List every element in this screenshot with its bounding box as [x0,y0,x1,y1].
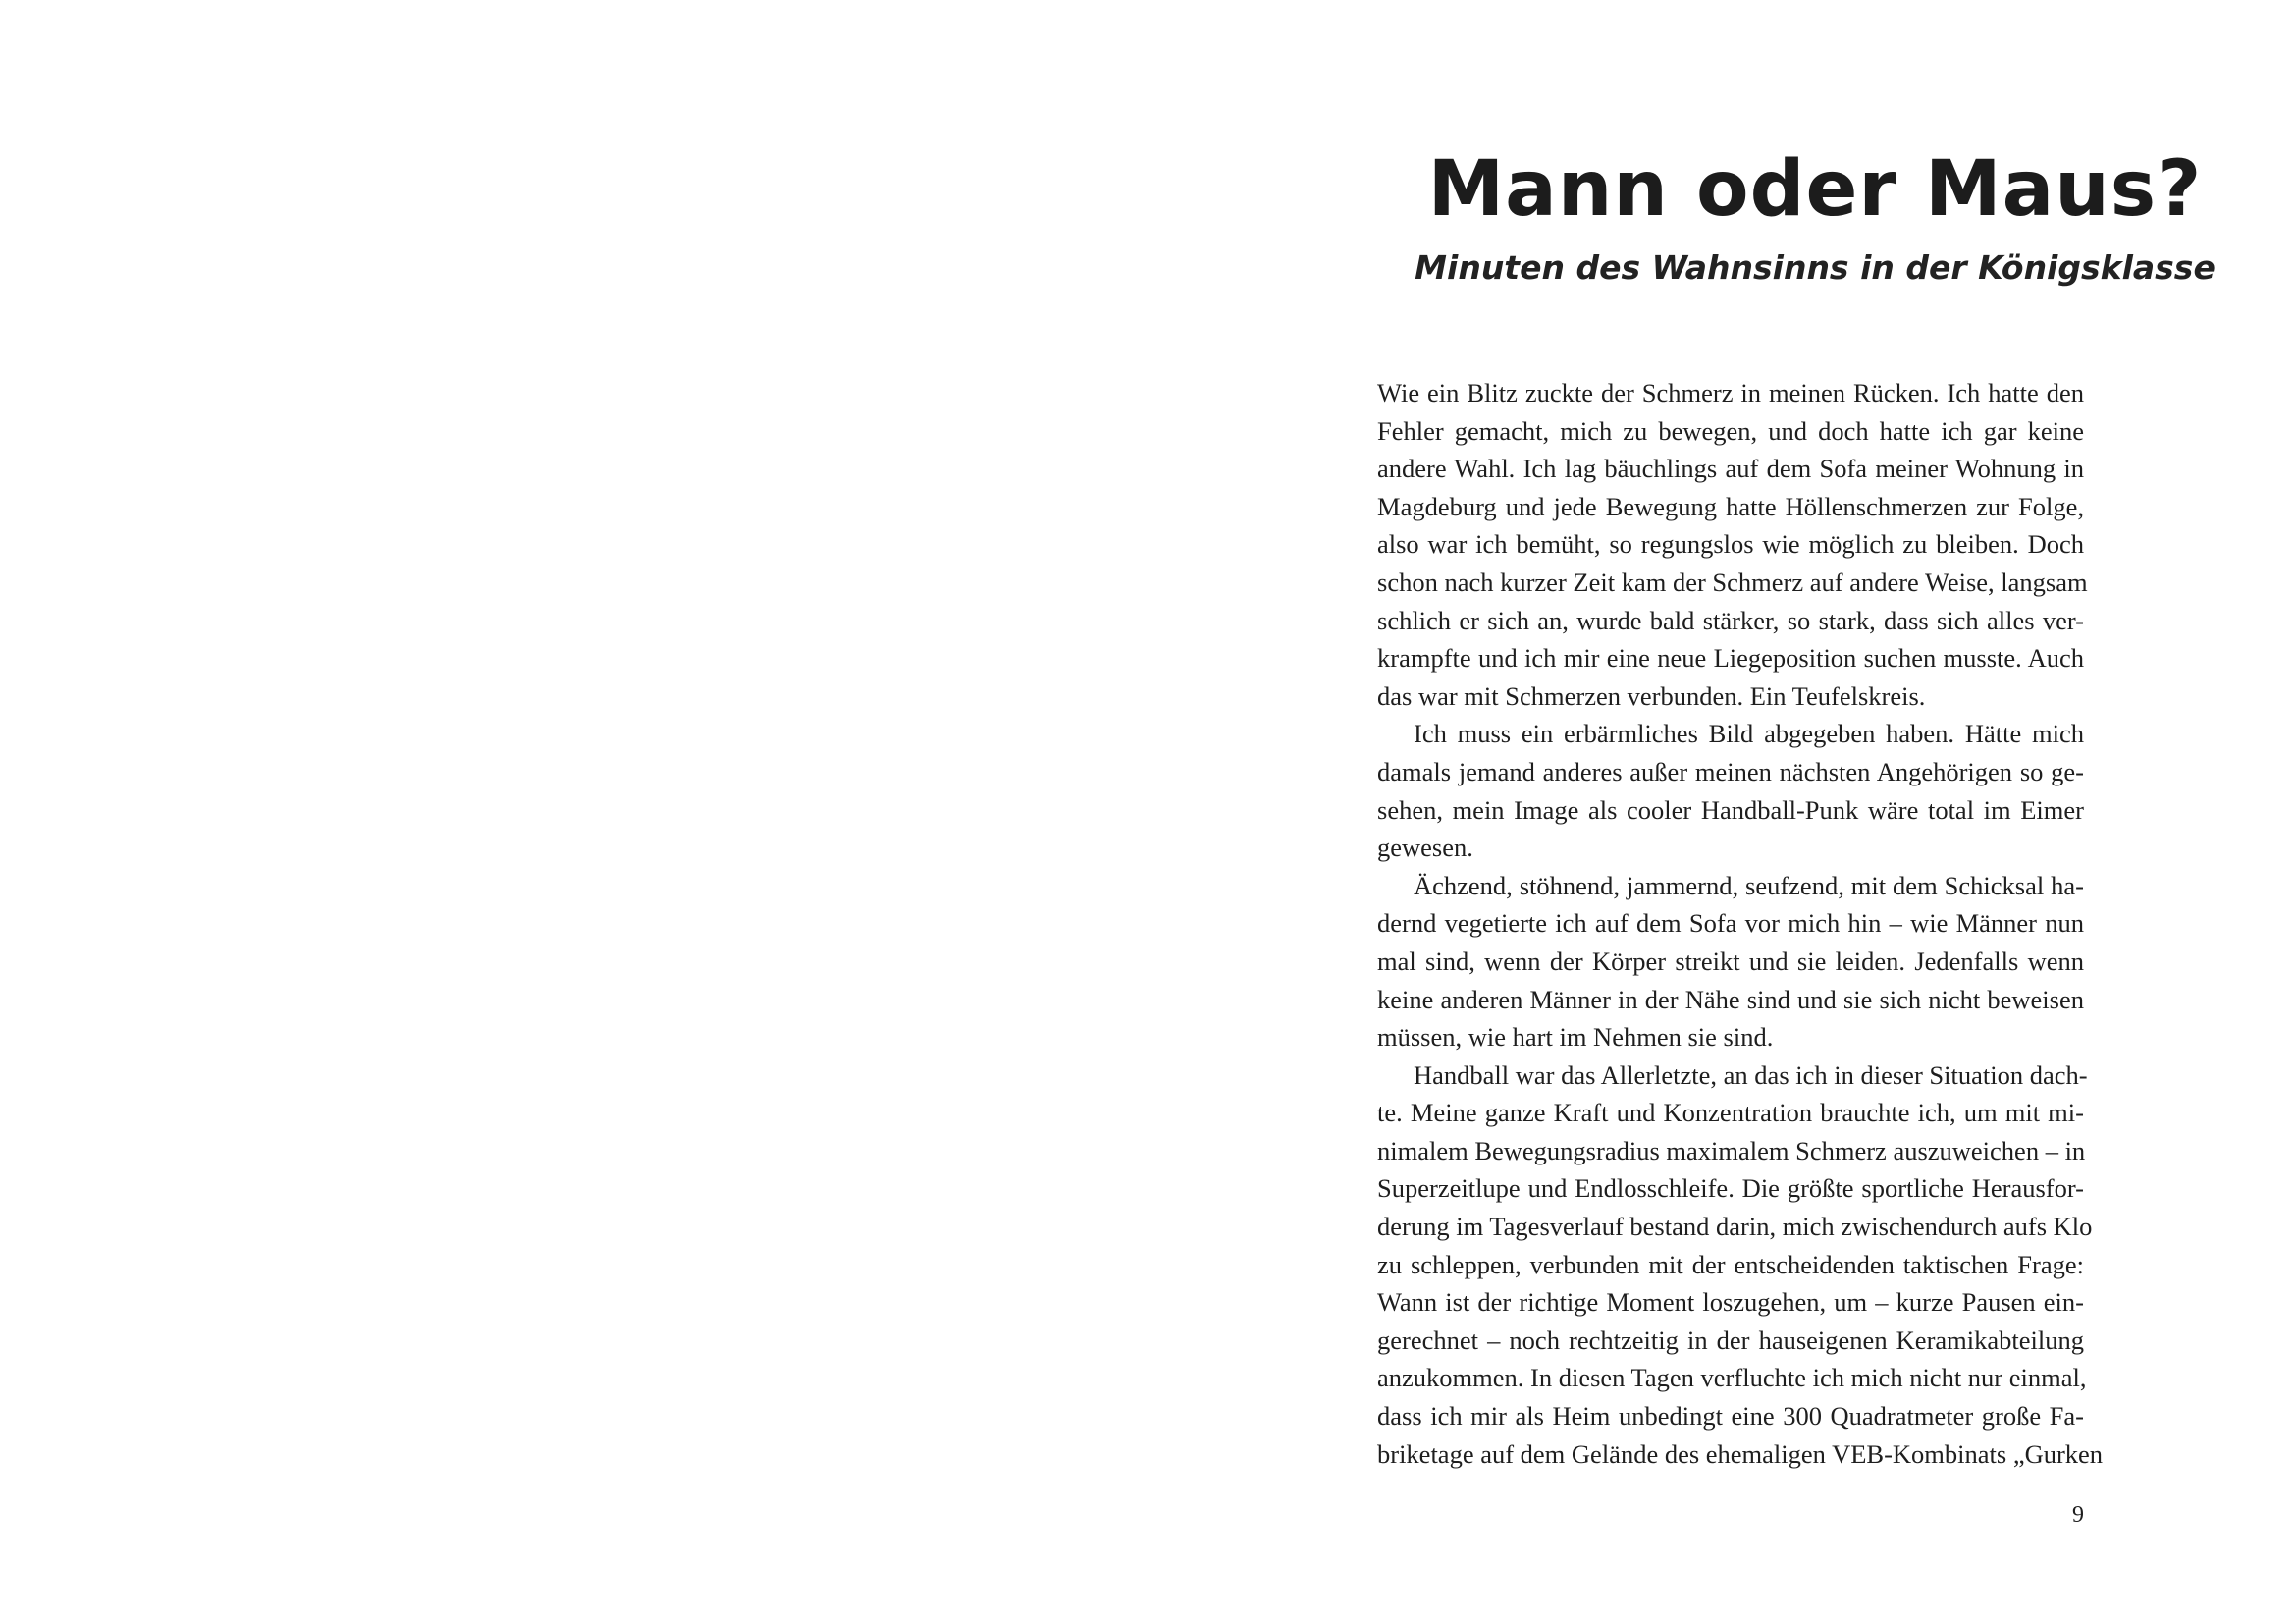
text-line: dernd vegetierte ich auf dem Sofa vor mich hin – wie Männer nun [1377,908,2084,939]
body-text [1377,374,2104,1473]
text-line: gewesen. [1377,833,1473,863]
text-line: briketage auf dem Gelände des ehemaligen VEB-Kombinats „Gurken [1377,1438,2104,1469]
text-line: zu schleppen, verbunden mit der entscheidenden taktischen Frage: [1377,1249,2084,1279]
text-line: Superzeitlupe und Endlosschleife. Die größte sportliche Herausfor- [1377,1173,2084,1204]
text-line: müssen, wie hart im Nehmen sie sind. [1377,1022,1774,1053]
page-number: 9 [2072,1502,2084,1528]
text-line: Wann ist der richtige Moment loszugehen, um – kurze Pausen ein- [1377,1287,2084,1318]
text-line: damals jemand anderes außer meinen nächsten Angehörigen so ge- [1377,756,2084,786]
chapter-subtitle: Minuten des Wahnsinns in der Königsklasse [1415,248,2216,287]
text-line: krampfte und ich mir eine neue Liegeposition suchen musste. Auch [1377,643,2084,674]
right-page [1148,0,2296,1624]
text-line: schon nach kurzer Zeit kam der Schmerz auf andere Weise, langsam [1377,567,2088,597]
text-line: anzukommen. In diesen Tagen verfluchte ich mich nicht nur einmal, [1377,1363,2087,1393]
text-line: Magdeburg und jede Bewegung hatte Höllenschmerzen zur Folge, [1377,491,2084,521]
text-line: schlich er sich an, wurde bald stärker, so stark, dass sich alles ver- [1377,605,2084,635]
text-line: derung im Tagesverlauf bestand darin, mich zwischendurch aufs Klo [1377,1212,2093,1242]
text-line: te. Meine ganze Kraft und Konzentration brauchte ich, um mit mi- [1377,1098,2084,1128]
text-line: dass ich mir als Heim unbedingt eine 300 Quadratmeter große Fa- [1377,1401,2084,1432]
text-line: gerechnet – noch rechtzeitig in der hauseigenen Keramikabteilung [1377,1325,2084,1355]
text-line: Wie ein Blitz zuckte der Schmerz in meinen Rücken. Ich hatte den [1377,378,2084,407]
chapter-title: Mann oder Maus? [1427,145,2203,234]
text-line: also war ich bemüht, so regungslos wie möglich zu bleiben. Doch [1377,529,2084,560]
text-line: Handball war das Allerletzte, an das ich in dieser Situation dach- [1414,1059,2088,1090]
text-line: mal sind, wenn der Körper streikt und sie leiden. Jedenfalls wenn [1377,946,2084,976]
text-line: andere Wahl. Ich lag bäuchlings auf dem Sofa meiner Wohnung in [1377,454,2084,484]
text-line: Fehler gemacht, mich zu bewegen, und doch hatte ich gar keine [1377,415,2084,446]
text-line: keine anderen Männer in der Nähe sind und sie sich nicht beweisen [1377,984,2084,1014]
text-line: Ich muss ein erbärmliches Bild abgegeben haben. Hätte mich [1414,719,2084,749]
text-line: sehen, mein Image als cooler Handball-Punk wäre total im Eimer [1377,794,2084,825]
text-line: Ächzend, stöhnend, jammernd, seufzend, mit dem Schicksal ha- [1414,870,2084,900]
text-line: das war mit Schmerzen verbunden. Ein Teufelskreis. [1377,680,1926,711]
text-line: nimalem Bewegungsradius maximalem Schmerz auszuweichen – in [1377,1135,2086,1165]
